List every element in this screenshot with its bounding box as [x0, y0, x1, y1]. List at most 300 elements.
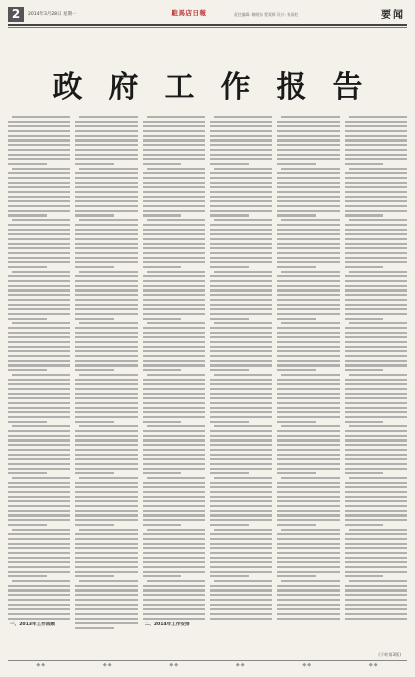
text-line	[214, 580, 272, 582]
text-line	[277, 210, 339, 212]
text-line	[75, 158, 137, 160]
text-line	[75, 533, 137, 535]
text-line	[143, 538, 205, 540]
text-line	[8, 524, 47, 526]
text-line	[345, 547, 407, 549]
text-line	[8, 144, 70, 146]
text-line	[8, 430, 70, 432]
text-line	[277, 182, 339, 184]
text-line	[345, 266, 384, 268]
text-line	[8, 402, 70, 404]
text-line	[210, 233, 272, 235]
text-line	[143, 444, 205, 446]
text-line	[8, 130, 70, 132]
text-line	[75, 397, 137, 399]
text-line	[8, 444, 70, 446]
text-line	[8, 566, 70, 568]
text-line	[143, 505, 205, 507]
text-line	[277, 397, 339, 399]
text-line	[75, 552, 137, 554]
text-line	[12, 374, 70, 376]
text-line	[345, 500, 407, 502]
text-line	[147, 374, 205, 376]
text-line	[8, 125, 70, 127]
text-line	[277, 411, 339, 413]
text-line	[143, 313, 205, 315]
text-line	[143, 514, 205, 516]
text-line	[277, 149, 339, 151]
text-line	[8, 294, 70, 296]
text-line	[345, 125, 407, 127]
text-line	[8, 186, 70, 188]
text-line	[75, 575, 114, 577]
text-line	[345, 210, 407, 212]
text-line	[143, 172, 205, 174]
text-line	[8, 214, 47, 216]
text-line	[143, 125, 205, 127]
text-line	[8, 383, 70, 385]
text-line	[349, 116, 407, 118]
text-line	[277, 364, 339, 366]
text-line	[143, 261, 205, 263]
text-line	[143, 379, 205, 381]
ornament: ◆◆	[169, 662, 180, 668]
text-line	[345, 430, 407, 432]
text-line	[210, 552, 272, 554]
text-line	[277, 294, 339, 296]
text-line	[277, 500, 339, 502]
text-line	[143, 308, 205, 310]
text-line	[277, 613, 339, 615]
text-line	[143, 186, 205, 188]
article-body	[8, 116, 407, 631]
text-line	[12, 529, 70, 531]
text-line	[277, 247, 339, 249]
text-line	[345, 379, 407, 381]
text-line	[8, 435, 70, 437]
text-line	[75, 280, 137, 282]
text-line	[277, 533, 339, 535]
text-line	[345, 304, 407, 306]
text-line	[143, 496, 205, 498]
text-line	[277, 449, 339, 451]
text-line	[345, 618, 407, 620]
text-line	[349, 168, 407, 170]
text-line	[281, 477, 339, 479]
text-line	[8, 482, 70, 484]
text-line	[143, 350, 205, 352]
text-line	[345, 247, 407, 249]
text-line	[8, 135, 70, 137]
text-line	[8, 247, 70, 249]
text-line	[277, 599, 339, 601]
text-line	[210, 336, 272, 338]
text-line	[277, 144, 339, 146]
text-line	[12, 425, 70, 427]
text-line	[345, 486, 407, 488]
text-line	[75, 266, 114, 268]
text-line	[75, 618, 137, 620]
text-line	[210, 313, 272, 315]
text-line	[143, 257, 205, 259]
text-line	[345, 482, 407, 484]
text-line	[277, 402, 339, 404]
text-line	[345, 313, 407, 315]
text-line	[8, 608, 70, 610]
text-line	[8, 139, 70, 141]
paper-logo: 駐馬店日報	[171, 9, 207, 17]
text-line	[143, 121, 205, 123]
text-line	[277, 280, 339, 282]
text-line	[345, 369, 384, 371]
text-line	[8, 618, 70, 620]
text-column	[75, 116, 137, 631]
text-line	[143, 439, 205, 441]
text-line	[277, 439, 339, 441]
text-line	[277, 125, 339, 127]
text-line	[143, 468, 205, 470]
text-line	[345, 416, 407, 418]
text-line	[210, 571, 272, 573]
text-line	[345, 350, 407, 352]
text-line	[147, 168, 205, 170]
text-line	[210, 599, 272, 601]
text-line	[281, 168, 339, 170]
text-line	[277, 285, 339, 287]
text-line	[345, 421, 384, 423]
text-line	[143, 430, 205, 432]
text-line	[75, 472, 114, 474]
text-line	[75, 604, 137, 606]
text-line	[210, 608, 272, 610]
text-line	[210, 196, 272, 198]
text-line	[345, 496, 407, 498]
text-line	[345, 130, 407, 132]
text-line	[143, 182, 205, 184]
text-line	[210, 200, 272, 202]
text-line	[277, 275, 339, 277]
text-line	[210, 543, 272, 545]
text-line	[75, 500, 137, 502]
text-line	[210, 589, 272, 591]
text-line	[8, 257, 70, 259]
text-line	[75, 149, 137, 151]
text-line	[345, 397, 407, 399]
text-line	[210, 486, 272, 488]
text-line	[75, 182, 137, 184]
text-line	[143, 608, 205, 610]
text-line	[277, 332, 339, 334]
text-line	[281, 219, 339, 221]
text-line	[210, 454, 272, 456]
text-line	[277, 608, 339, 610]
text-line	[8, 411, 70, 413]
text-line	[345, 463, 407, 465]
editor-credits: 责任编辑: 赖晓东 程爱辉 设计: 张雨柱	[234, 12, 299, 17]
text-line	[8, 379, 70, 381]
text-line	[214, 116, 272, 118]
text-line	[143, 252, 205, 254]
text-line	[345, 355, 407, 357]
text-line	[8, 280, 70, 282]
text-line	[8, 496, 70, 498]
text-line	[277, 191, 339, 193]
text-line	[277, 196, 339, 198]
text-line	[277, 594, 339, 596]
text-column	[277, 116, 339, 631]
text-line	[210, 214, 249, 216]
text-line	[8, 472, 47, 474]
text-line	[143, 533, 205, 535]
text-line	[210, 435, 272, 437]
text-line	[75, 186, 137, 188]
text-line	[75, 327, 137, 329]
text-line	[277, 121, 339, 123]
text-line	[8, 261, 70, 263]
text-line	[143, 454, 205, 456]
text-line	[8, 285, 70, 287]
text-line	[143, 571, 205, 573]
text-line	[75, 561, 137, 563]
text-line	[143, 346, 205, 348]
text-line	[345, 393, 407, 395]
text-line	[75, 177, 137, 179]
text-line	[345, 318, 384, 320]
text-line	[75, 622, 137, 624]
text-line	[143, 238, 205, 240]
text-line	[143, 482, 205, 484]
text-line	[210, 205, 272, 207]
text-line	[75, 613, 137, 615]
text-line	[143, 149, 205, 151]
text-line	[75, 350, 137, 352]
text-line	[143, 304, 205, 306]
text-line	[75, 393, 137, 395]
text-line	[8, 336, 70, 338]
text-line	[210, 135, 272, 137]
text-line	[210, 210, 272, 212]
text-line	[214, 529, 272, 531]
text-line	[143, 472, 182, 474]
text-line	[210, 238, 272, 240]
text-line	[277, 336, 339, 338]
text-line	[75, 243, 137, 245]
text-line	[345, 552, 407, 554]
text-line	[210, 547, 272, 549]
text-line	[8, 332, 70, 334]
text-line	[143, 402, 205, 404]
text-line	[8, 393, 70, 395]
text-line	[143, 364, 205, 366]
text-line	[8, 407, 70, 409]
text-line	[277, 163, 316, 165]
text-line	[345, 191, 407, 193]
text-line	[345, 261, 407, 263]
text-line	[345, 514, 407, 516]
text-line	[143, 224, 205, 226]
text-line	[281, 374, 339, 376]
text-line	[8, 364, 70, 366]
text-line	[277, 519, 339, 521]
text-line	[75, 346, 137, 348]
text-line	[8, 552, 70, 554]
text-line	[210, 369, 249, 371]
text-line	[277, 486, 339, 488]
text-line	[75, 608, 137, 610]
text-line	[277, 547, 339, 549]
text-line	[277, 524, 316, 526]
text-line	[277, 205, 339, 207]
text-line	[210, 463, 272, 465]
text-line	[75, 332, 137, 334]
text-line	[8, 275, 70, 277]
text-line	[345, 327, 407, 329]
text-line	[210, 407, 272, 409]
text-line	[143, 318, 182, 320]
text-line	[345, 205, 407, 207]
text-line	[277, 308, 339, 310]
text-line	[210, 416, 272, 418]
text-line	[277, 135, 339, 137]
text-line	[345, 407, 407, 409]
text-line	[345, 364, 407, 366]
text-line	[210, 444, 272, 446]
text-line	[12, 322, 70, 324]
text-line	[75, 486, 137, 488]
text-line	[8, 205, 70, 207]
text-line	[75, 191, 137, 193]
text-line	[143, 341, 205, 343]
text-line	[75, 411, 137, 413]
text-line	[8, 154, 70, 156]
text-line	[143, 557, 205, 559]
text-line	[210, 350, 272, 352]
text-line	[75, 304, 137, 306]
text-line	[210, 299, 272, 301]
text-line	[210, 280, 272, 282]
text-line	[8, 468, 70, 470]
text-line	[210, 285, 272, 287]
text-line	[277, 552, 339, 554]
text-line	[75, 468, 137, 470]
text-line	[75, 594, 137, 596]
text-line	[277, 575, 316, 577]
text-line	[8, 463, 70, 465]
text-line	[143, 205, 205, 207]
text-line	[345, 388, 407, 390]
text-line	[75, 121, 137, 123]
text-line	[210, 130, 272, 132]
text-line	[345, 294, 407, 296]
text-line	[277, 510, 339, 512]
text-line	[345, 613, 407, 615]
text-line	[75, 341, 137, 343]
text-line	[277, 257, 339, 259]
text-line	[277, 463, 339, 465]
text-line	[143, 618, 205, 620]
text-line	[143, 144, 205, 146]
footer-rule	[8, 660, 407, 661]
text-line	[143, 599, 205, 601]
text-line	[210, 402, 272, 404]
text-line	[281, 116, 339, 118]
text-line	[210, 229, 272, 231]
date-line: 2014年3月28日 星期一	[28, 12, 77, 17]
text-line	[349, 219, 407, 221]
text-line	[143, 388, 205, 390]
text-line	[75, 289, 137, 291]
text-line	[143, 552, 205, 554]
text-line	[75, 547, 137, 549]
text-line	[8, 158, 70, 160]
text-line	[143, 589, 205, 591]
text-line	[349, 374, 407, 376]
text-line	[75, 421, 114, 423]
text-line	[8, 397, 70, 399]
text-line	[277, 224, 339, 226]
page-number: 2	[8, 7, 24, 22]
text-line	[75, 308, 137, 310]
text-line	[277, 496, 339, 498]
text-line	[143, 135, 205, 137]
text-line	[8, 538, 70, 540]
text-line	[143, 561, 205, 563]
text-line	[210, 144, 272, 146]
text-line	[75, 294, 137, 296]
text-line	[75, 163, 114, 165]
text-line	[345, 454, 407, 456]
text-line	[75, 125, 137, 127]
text-line	[8, 585, 70, 587]
text-line	[345, 449, 407, 451]
text-line	[349, 322, 407, 324]
ornament: ◆◆	[302, 662, 313, 668]
text-line	[143, 393, 205, 395]
text-line	[147, 322, 205, 324]
text-line	[277, 444, 339, 446]
text-line	[8, 486, 70, 488]
text-line	[345, 121, 407, 123]
text-line	[277, 214, 316, 216]
headline: 政府工作报告	[52, 70, 389, 105]
text-line	[277, 341, 339, 343]
text-line	[277, 289, 339, 291]
text-line	[75, 430, 137, 432]
text-line	[143, 407, 205, 409]
text-line	[8, 421, 47, 423]
text-line	[345, 341, 407, 343]
text-line	[143, 247, 205, 249]
text-line	[75, 496, 137, 498]
text-line	[75, 463, 137, 465]
text-line	[277, 200, 339, 202]
text-line	[277, 585, 339, 587]
text-line	[345, 332, 407, 334]
text-line	[277, 229, 339, 231]
text-line	[349, 477, 407, 479]
text-line	[277, 355, 339, 357]
text-line	[75, 313, 137, 315]
text-line	[8, 547, 70, 549]
text-line	[210, 275, 272, 277]
text-line	[8, 416, 70, 418]
text-line	[345, 238, 407, 240]
text-line	[214, 168, 272, 170]
text-line	[8, 233, 70, 235]
text-line	[210, 604, 272, 606]
text-line	[75, 402, 137, 404]
text-line	[345, 149, 407, 151]
